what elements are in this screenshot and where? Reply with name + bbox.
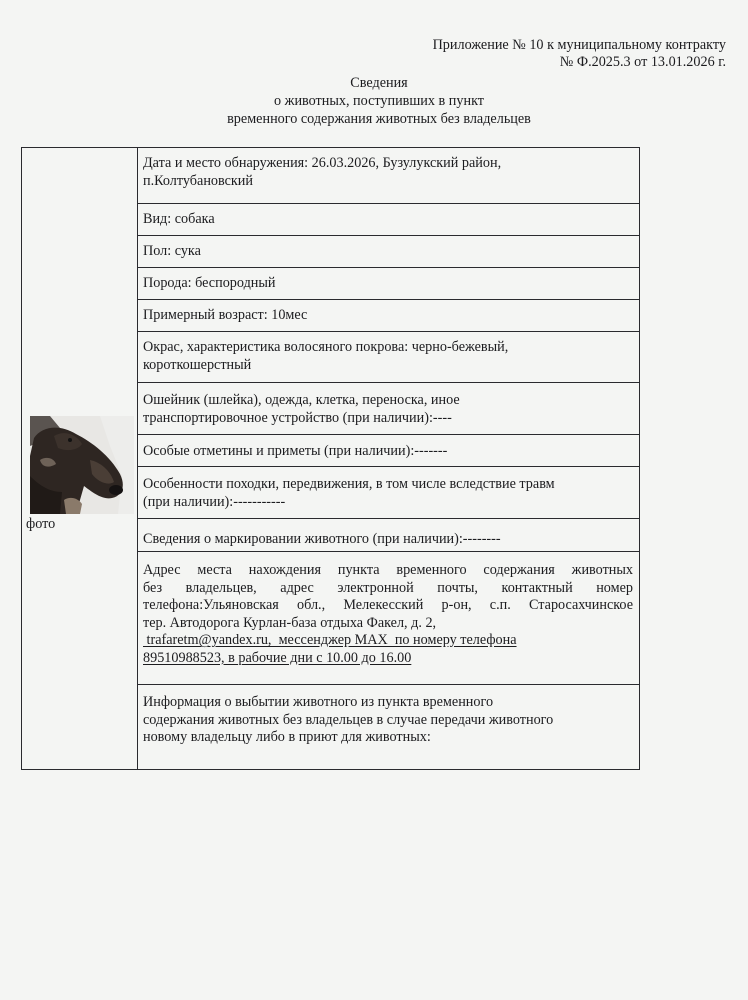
age-cell: Примерный возраст: 10мес [138,300,640,332]
document-heading [0,74,748,128]
found-line-1: Дата и место обнаружения: 26.03.2026, Бузулукский район, [143,155,502,171]
row-found [22,148,640,204]
collar-line-1: Ошейник (шлейка), одежда, клетка, переноска, иное [143,392,460,408]
coat-cell [138,332,640,383]
photo-label: фото [26,516,56,532]
gait-line-1: Особенности походки, передвижения, в том числе вследствие травм [143,476,555,492]
animal-info-table [21,147,640,770]
heading-title: Сведения [350,75,408,91]
address-line-3: телефона:Ульяновская обл., Мелекесский р-он, с.п. Старосахчинское [143,597,633,613]
sex-cell: Пол: сука [138,236,640,268]
address-line-1: Адрес места нахождения пункта временного содержания животных [143,562,633,578]
photo-cell [22,148,138,770]
exit-line-3: новому владельцу либо в приют для животных: [143,729,431,745]
heading-line-2: о животных, поступивших в пункт [274,93,484,109]
address-cell [138,552,640,685]
dog-photo-icon [30,416,134,514]
coat-line-2: короткошерстный [143,356,252,373]
chip-cell: Сведения о маркировании животного (при наличии):-------- [138,519,640,552]
breed-cell: Порода: беспородный [138,268,640,300]
found-line-2: п.Колтубановский [143,172,253,189]
collar-line-2: транспортировочное устройство (при наличии):---- [143,409,452,426]
found-cell [138,148,640,204]
species-cell: Вид: собака [138,204,640,236]
address-line-4: тер. Автодорога Курлан-база отдыха Факел, д. 2, [143,614,437,631]
exit-line-2: содержания животных без владельцев в случае передачи животного [143,711,554,728]
appendix-line-1: Приложение № 10 к муниципальному контракту [432,37,726,53]
gait-line-2: (при наличии):----------- [143,493,286,510]
exit-line-1: Информация о выбытии животного из пункта временного [143,694,494,710]
appendix-line-2: № Ф.2025.3 от 13.01.2026 г. [559,54,726,70]
gait-cell [138,467,640,519]
address-phone-line[interactable]: 89510988523, в рабочие дни с 10.00 до 16.00 [143,649,412,666]
appendix-reference [433,37,726,71]
heading-line-3: временного содержания животных без владельцев [227,111,531,127]
exit-cell [138,685,640,770]
address-email-line[interactable]: trafaretm@yandex.ru, мессенджер MAX по номеру телефона [143,632,517,648]
collar-cell [138,383,640,435]
marks-cell: Особые отметины и приметы (при наличии):------- [138,435,640,467]
address-line-2: без владельцев, адрес электронной почты, контактный номер [143,579,633,596]
coat-line-1: Окрас, характеристика волосяного покрова: черно-бежевый, [143,339,509,355]
